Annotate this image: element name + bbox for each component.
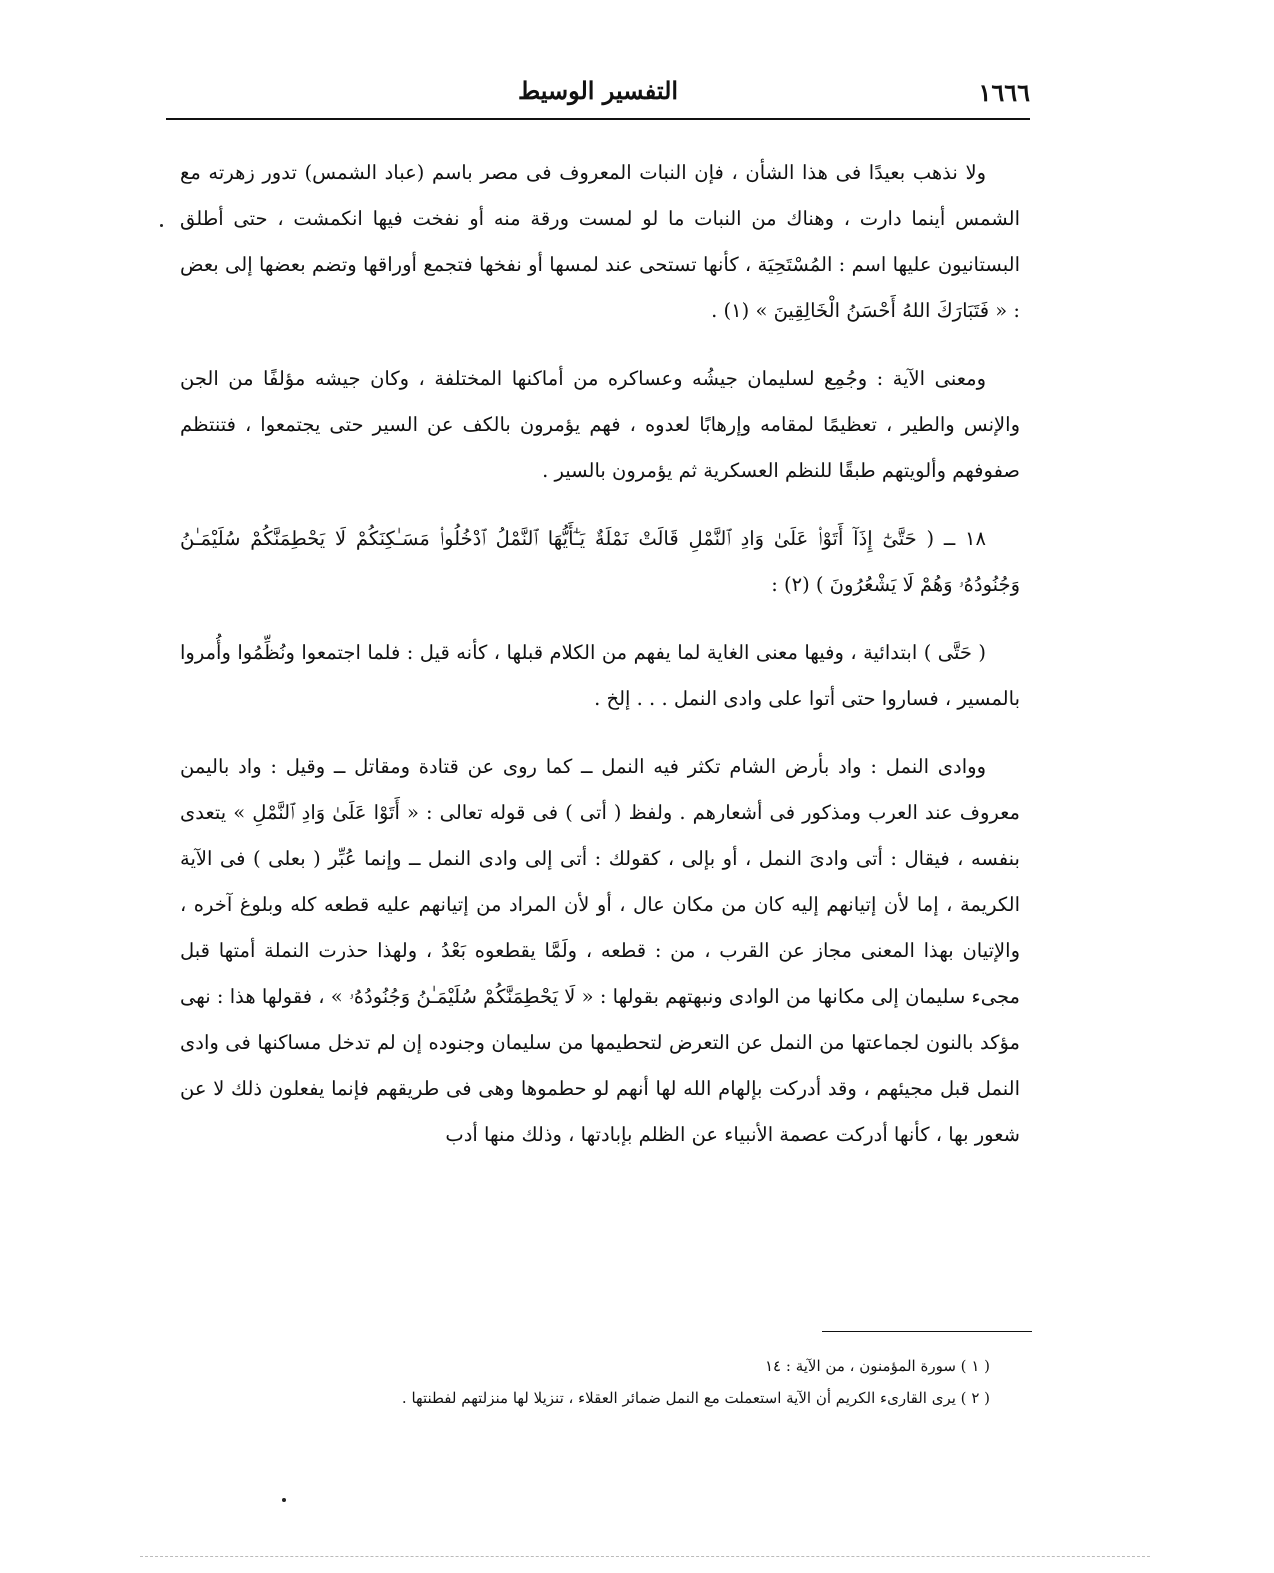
page-header [166, 72, 1030, 116]
scan-speck [282, 1498, 286, 1502]
header-rule [166, 118, 1030, 120]
paragraph-hatta: ( حَتَّى ) ابتدائية ، وفيها معنى الغاية لما يفهم من الكلام قبلها ، كأنه قيل : فلما اجتمعوا ونُظِّمُوا وأُمروا بالمسير ، فساروا حتى أتوا على وادى النمل . . . إلخ . [180, 641, 1020, 710]
paragraph-sunflower: ولا نذهب بعيدًا فى هذا الشأن ، فإن النبات المعروف فى مصر باسم (عباد الشمس) تدور زهرته مع الشمس أينما دارت ، وهناك من النبات ما لو لمست ورقة منه أو نفخت فيها انكمشت ، حتى أطلق البستانيون عليها اسم : المُسْتَحِيَة ، كأنها تستحى عند لمسها أو نفخها فتجمع أوراقها وتضم بعضها إلى بعض : « فَتَبَارَكَ اللهُ أَحْسَنُ الْخَالِقِينَ » (١) . [180, 161, 1020, 322]
paragraph-verse-meaning: ومعنى الآية : وجُمِع لسليمان جيشُه وعساكره من أماكنها المختلفة ، وكان جيشه مؤلفًا من الجن والإنس والطير ، تعظيمًا لمقامه وإرهابًا لعدوه ، فهم يؤمرون بالكف عن السير حتى يجتمعوا ، فتنتظم صفوفهم وألويتهم طبقًا للنظم العسكرية ثم يؤمرون بالسير . [180, 367, 1020, 482]
footnotes [180, 1350, 990, 1414]
footnote-rule [822, 1331, 1032, 1332]
page-number: ١٦٦٦ [978, 78, 1030, 107]
running-title: التفسير الوسيط [517, 76, 679, 105]
scan-edge-line [140, 1556, 1150, 1557]
footnote-1: ( ١ ) سورة المؤمنون ، من الآية : ١٤ [764, 1357, 990, 1375]
paragraph-valley-of-ants: ووادى النمل : واد بأرض الشام تكثر فيه النمل ــ كما روى عن قتادة ومقاتل ــ وقيل : واد باليمن معروف عند العرب ومذكور فى أشعارهم . ولفظ ( أتى ) فى قوله تعالى : « أَتَوْا عَلَىٰ وَادِ ٱلنَّمْلِ » يتعدى بنفسه ، فيقال : أتى وادىَ النمل ، أو بإلى ، كقولك : أتى إلى وادى النمل ــ وإنما عُبِّر ( بعلى ) فى الآية الكريمة ، إما لأن إتيانهم إليه كان من مكان عال ، أو لأن المراد من إتيانهم عليه قطعه كله وبلوغ آخره ، والإتيان بهذا المعنى مجاز عن القرب ، من : قطعه ، ولَمَّا يقطعوه بَعْدُ ، ولهذا حذرت النملة أمتها قبل مجىء سليمان إلى مكانها من الوادى ونبهتهم بقولها : « لَا يَحْطِمَنَّكُمْ سُلَيْمَـٰنُ وَجُنُودُهُۥ » ، فقولها هذا : نهى مؤكد بالنون لجماعتها من النمل عن التعرض لتحطيمها من سليمان وجنوده إن لم تدخل مساكنها فى وادى النمل قبل مجيئهم ، وقد أدركت بإلهام الله لها أنهم لو حطموها وهى فى طريقهم فإنما يفعلون ذلك لا عن شعور بها ، كأنها أدركت عصمة الأنبياء عن الظلم بإبادتها ، وذلك منها أدب [180, 755, 1020, 1146]
footnote-2: ( ٢ ) يرى القارىء الكريم أن الآية استعملت مع النمل ضمائر العقلاء ، تنزيلا لها منزلتهم لفطنتها . [401, 1389, 990, 1407]
quran-verse-18: ١٨ ــ ( حَتَّىٰٓ إِذَآ أَتَوْا۟ عَلَىٰ وَادِ ٱلنَّمْلِ قَالَتْ نَمْلَةٌ يَـٰٓأَيُّهَا ٱلنَّمْلُ ٱدْخُلُوا۟ مَسَـٰكِنَكُمْ لَا يَحْطِمَنَّكُمْ سُلَيْمَـٰنُ وَجُنُودُهُۥ وَهُمْ لَا يَشْعُرُونَ ) (٢) : [180, 527, 1020, 596]
scan-speck [160, 224, 163, 227]
body-text [180, 150, 1020, 1158]
